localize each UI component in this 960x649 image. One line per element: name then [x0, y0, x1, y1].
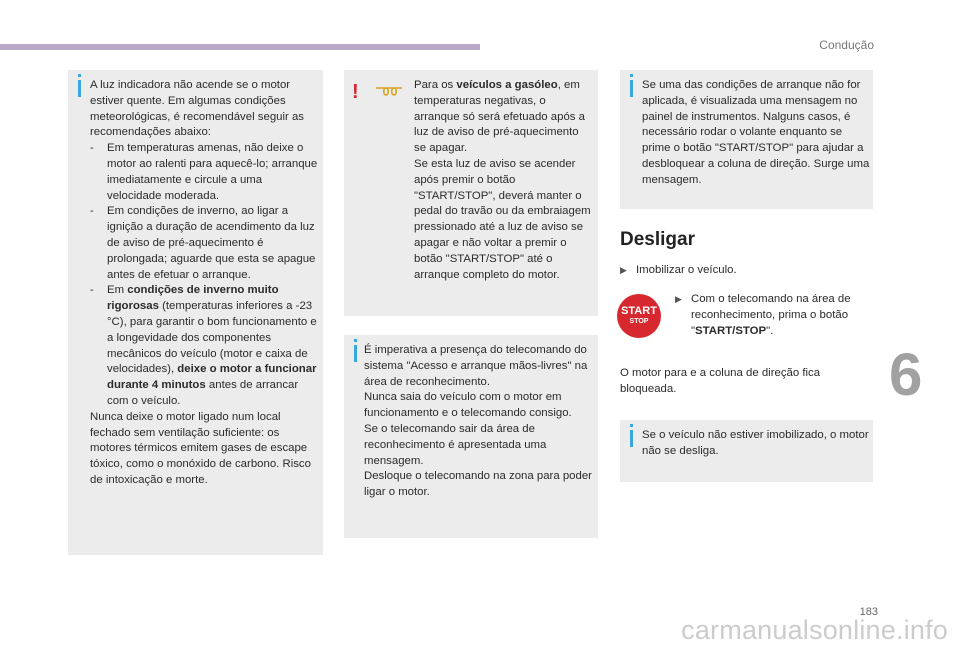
- info-note-cold-start: [68, 70, 323, 555]
- chapter-number: 6: [889, 341, 923, 408]
- note-warning-text: Nunca deixe o motor ligado num local fechado sem ventilação suficiente: os motores térmicos emitem gases de escape tóxico, como o monóxido de carbono. Risco de intoxicação e morte.: [90, 410, 311, 486]
- info-note-remote: É imperativa a presença do telecomando do sistema "Acesso e arranque mãos-livres" na área de reconhecimento. Nunca saia do veículo com o motor em funcionamento e o telecomando consigo. Se o telecomando sair da área de reconhecimento é apresentada uma mensagem. Desloque o telecomando na zona para poder ligar o motor.: [344, 335, 598, 538]
- watermark: carmanualsonline.info: [681, 615, 948, 645]
- step-item: ▶ Com o telecomando na área de reconhecimento, prima o botão "START/STOP".: [675, 292, 875, 339]
- info-icon: [354, 345, 357, 362]
- warning-icon: !: [352, 81, 359, 103]
- section-heading-desligar: Desligar: [620, 229, 695, 250]
- start-stop-button-icon: START STOP: [617, 294, 661, 338]
- info-note-start-conditions: Se uma das condições de arranque não for aplicada, é visualizada uma mensagem no painel de instrumentos. Nalguns casos, é necessário rodar o volante enquanto se prime o botão "START/STOP" para ajudar a desbloquear a coluna de direção. Surge uma mensagem.: [620, 70, 873, 209]
- list-item: - Em condições de inverno, ao ligar a ignição a duração de acendimento da luz de aviso de pré-aquecimento é prolongada; aguarde que esta se apague antes de efetuar o arranque.: [90, 205, 316, 281]
- arrow-bullet-icon: ▶: [675, 294, 682, 304]
- info-note-not-stopped: Se o veículo não estiver imobilizado, o motor não se desliga.: [620, 420, 873, 482]
- info-icon: [78, 80, 81, 97]
- info-icon: [630, 430, 633, 447]
- warning-note-diesel: ! Para os veículos a gasóleo, em temperaturas negativas, o arranque só será efetuado após a luz de aviso de pré-aquecimento se apagar. Se esta luz de aviso se acender após premir o botão "START/STOP", deverá manter o pedal do travão ou da embraiagem pressionado até a luz de aviso se apagar e não voltar a premir o botão "START/STOP" até o arranque completo do motor.: [344, 70, 598, 316]
- note-intro: A luz indicadora não acende se o motor estiver quente. Em algumas condições meteorológicas, é recomendável seguir as recomendações abaixo:: [90, 79, 305, 139]
- list-item: - Em condições de inverno muito rigorosas (temperaturas inferiores a -23 °C), para garantir o bom funcionamento e a longevidade dos componentes mecânicos do veículo (motor e caixa de velocidades), deixe o motor a funcionar durante 4 minutos antes de arrancar com o veículo.: [90, 284, 317, 407]
- preheat-glow-icon: [374, 84, 404, 100]
- header-accent-bar: [0, 44, 480, 50]
- step-item: ▶ Imobilizar o veículo.: [620, 263, 870, 279]
- list-item: - Em temperaturas amenas, não deixe o motor ao ralenti para aquecê-lo; arranque imediatamente e circule a uma velocidade moderada.: [90, 142, 318, 202]
- info-icon: [630, 80, 633, 97]
- arrow-bullet-icon: ▶: [620, 265, 627, 275]
- page-number: 183: [859, 606, 878, 618]
- section-title: Condução: [819, 38, 874, 52]
- result-text: O motor para e a coluna de direção fica bloqueada.: [620, 367, 821, 395]
